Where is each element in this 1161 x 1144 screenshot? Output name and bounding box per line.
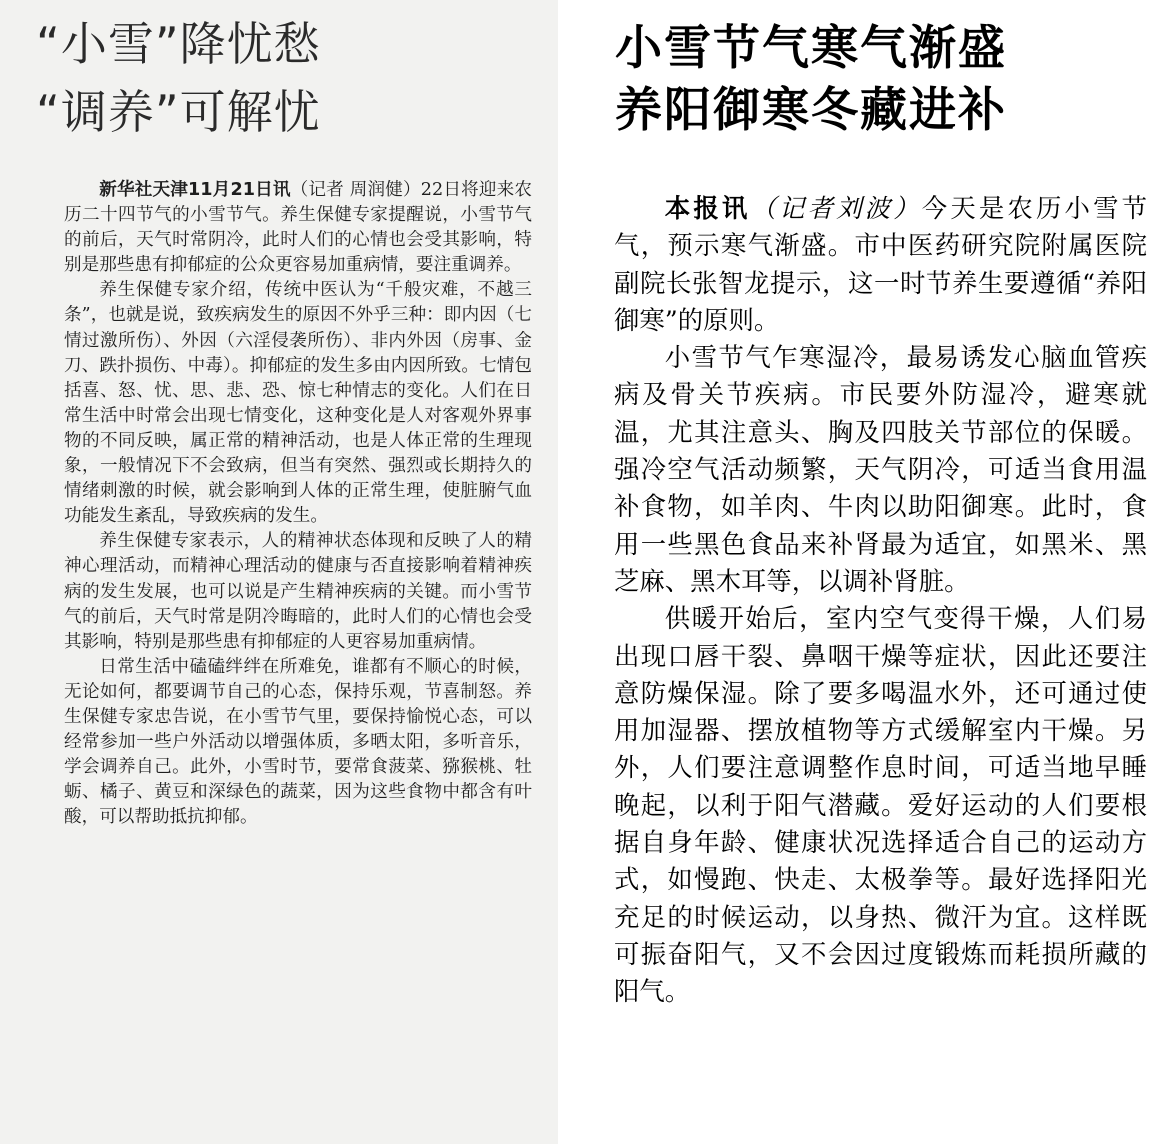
left-paragraph-1 xyxy=(64,178,532,278)
right-title-line-1: 小雪节气寒气渐盛 xyxy=(615,21,1007,76)
left-article-title xyxy=(36,10,556,146)
right-paragraph-1-text: 今天是农历小雪节气，预示寒气渐盛。市中医药研究院附属医院副院长张智龙提示，这一时节养生要遵循“养阳御寒”的原则。 xyxy=(614,193,1148,335)
right-article-body xyxy=(614,190,1147,1011)
left-dateline: 新华社天津11月21日讯 xyxy=(99,180,291,200)
right-lead: 本报讯 xyxy=(664,193,751,223)
left-paragraph-3: 养生保健专家表示，人的精神状态体现和反映了人的精神心理活动，而精神心理活动的健康与否直接影响着精神疾病的发生发展，也可以说是产生精神疾病的关键。而小雪节气的前后，天气时常是阴冷晦暗的，此时人们的心情也会受其影响，特别是那些患有抑郁症的人更容易加重病情。 xyxy=(64,531,532,652)
left-paragraph-4: 日常生活中磕磕绊绊在所难免，谁都有不顺心的时候，无论如何，都要调节自己的心态，保持乐观，节喜制怒。养生保健专家忠告说，在小雪节气里，要保持愉悦心态，可以经常参加一些户外活动以增强体质，多晒太阳，多听音乐，学会调养自己。此外，小雪时节，要常食菠菜、猕猴桃、牡蛎、橘子、黄豆和深绿色的蔬菜，因为这些食物中都含有叶酸，可以帮助抵抗抑郁。 xyxy=(64,656,532,828)
right-reporter: （记者刘波） xyxy=(750,193,922,223)
left-title-line-2: “调养”可解忧 xyxy=(36,85,321,139)
left-title-line-1: “小雪”降忧愁 xyxy=(36,17,321,71)
right-paragraph-1 xyxy=(614,190,1147,339)
left-article xyxy=(0,0,558,1144)
column-gutter xyxy=(558,0,565,1144)
right-article-title xyxy=(615,18,1155,142)
right-title-line-2: 养阳御寒冬藏进补 xyxy=(615,83,1007,138)
left-paragraph-1-text: （记者 周润健）22日将迎来农历二十四节气的小雪节气。养生保健专家提醒说，小雪节气的前后，天气时常阴冷，此时人们的心情也会受其影响，特别是那些患有抑郁症的公众更容易加重病情，要注重调养。 xyxy=(64,180,532,276)
right-paragraph-2: 小雪节气乍寒湿冷，最易诱发心脑血管疾病及骨关节疾病。市民要外防湿冷，避寒就温，尤其注意头、胸及四肢关节部位的保暖。强冷空气活动频繁，天气阴冷，可适当食用温补食物，如羊肉、牛肉以助阳御寒。此时，食用一些黑色食品来补肾最为适宜，如黑米、黑芝麻、黑木耳等，以调补肾脏。 xyxy=(614,342,1147,596)
right-article xyxy=(565,0,1161,1144)
left-paragraph-2: 养生保健专家介绍，传统中医认为“千般灾难，不越三条”，也就是说，致疾病发生的原因不外乎三种：即内因（七情过激所伤）、外因（六淫侵袭所伤）、非内外因（房事、金刀、跌扑损伤、中毒）。抑郁症的发生多由内因所致。七情包括喜、怒、忧、思、悲、恐、惊七种情志的变化。人们在日常生活中时常会出现七情变化，这种变化是人对客观外界事物的不同反映，属正常的精神活动，也是人体正常的生理现象，一般情况下不会致病，但当有突然、强烈或长期持久的情绪刺激的时候，就会影响到人体的正常生理，使脏腑气血功能发生紊乱，导致疾病的发生。 xyxy=(64,280,532,527)
right-paragraph-3: 供暖开始后，室内空气变得干燥，人们易出现口唇干裂、鼻咽干燥等症状，因此还要注意防燥保湿。除了要多喝温水外，还可通过使用加湿器、摆放植物等方式缓解室内干燥。另外，人们要注意调整作息时间，可适当地早睡晚起，以利于阳气潜藏。爱好运动的人们要根据自身年龄、健康状况选择适合自己的运动方式，如慢跑、快走、太极拳等。最好选择阳光充足的时候运动，以身热、微汗为宜。这样既可振奋阳气，又不会因过度锻炼而耗损所藏的阳气。 xyxy=(614,603,1147,1007)
left-article-body xyxy=(64,178,532,830)
